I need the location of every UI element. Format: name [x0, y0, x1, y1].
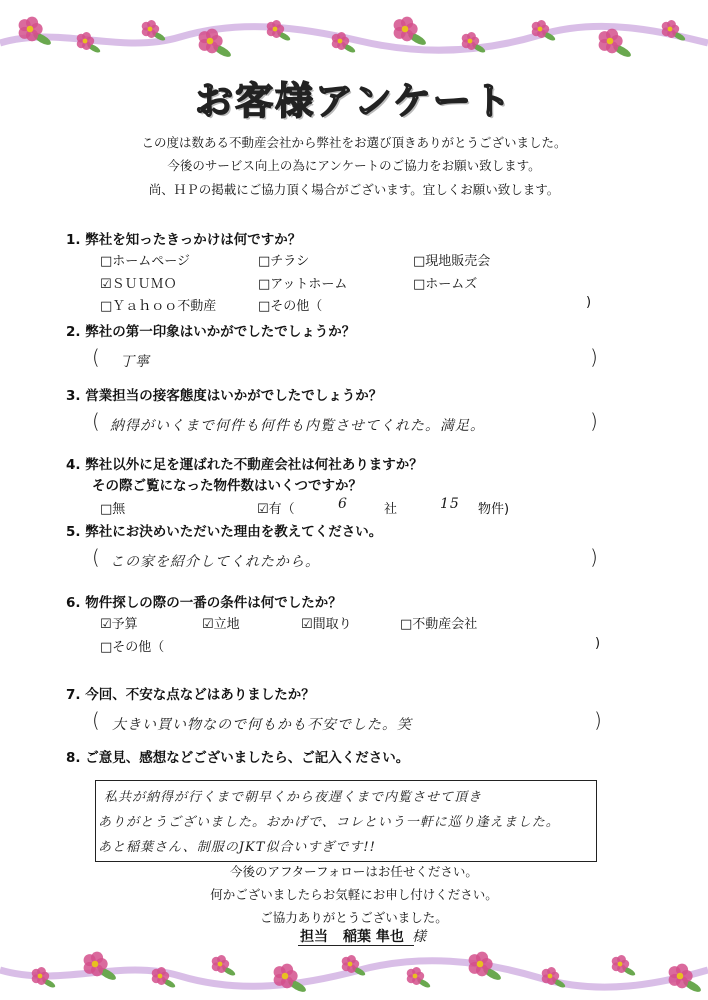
option-athome[interactable]: □アットホーム: [258, 277, 348, 292]
open-paren: (: [92, 345, 100, 369]
flower-icon: [612, 955, 637, 977]
option-chirashi[interactable]: □チラシ: [258, 254, 310, 269]
option-yahoo[interactable]: □Ｙａｈｏｏ不動産: [100, 299, 217, 314]
intro-line-3: 尚、ＨＰの掲載にご協力頂く場合がございます。宜しくお願い致します。: [148, 182, 560, 197]
question-8: 8. ご意見、感想などございましたら、ご記入ください。: [66, 750, 410, 766]
option-other[interactable]: □その他（: [100, 640, 165, 655]
answer-3[interactable]: 納得がいくまで何件も何件も内覧させてくれた。満足。: [110, 418, 485, 434]
flower-icon: [407, 967, 432, 989]
intro-line-2: 今後のサービス向上の為にアンケートのご協力をお願い致します。: [167, 158, 541, 173]
comment-line-3: あと稲葉さん、制服のJKT似合いすぎです!!: [98, 840, 376, 855]
flower-icon: [84, 952, 118, 983]
staff-name: 稲葉 隼也: [343, 929, 404, 945]
open-paren: (: [92, 409, 100, 433]
flower-icon: [394, 17, 428, 48]
close-paren: ): [595, 636, 601, 651]
comment-line-1: 私共が納得が行くまで朝早くから夜遅くまで内覧させて頂き: [104, 790, 483, 805]
properties-unit: 物件): [478, 502, 510, 517]
companies-count[interactable]: 6: [338, 496, 348, 512]
option-suumo[interactable]: ☑ＳＵＵＭＯ: [100, 277, 177, 292]
question-2: 2. 弊社の第一印象はいかがでしたでしょうか？: [66, 324, 356, 340]
flower-icon: [662, 20, 687, 42]
answer-7[interactable]: 大きい買い物なので何もかも不安でした。笑: [112, 717, 412, 733]
option-genchi[interactable]: □現地販売会: [413, 254, 491, 269]
question-1: 1. 弊社を知ったきっかけは何ですか？: [66, 232, 302, 248]
page-title: お客様アンケート: [195, 79, 513, 123]
staff-label: 担当: [300, 929, 328, 945]
flower-icon: [599, 29, 633, 60]
flower-icon: [199, 29, 233, 60]
closing-line-3: ご協力ありがとうございました。: [260, 910, 448, 925]
properties-count[interactable]: 15: [440, 496, 460, 512]
bottom-flower-border: [0, 940, 708, 1000]
question-4: 4. 弊社以外に足を運ばれた不動産会社は何社ありますか？: [66, 457, 423, 473]
companies-unit: 社: [384, 502, 398, 517]
flower-icon: [332, 32, 357, 54]
flower-icon: [212, 955, 237, 977]
question-5: 5. 弊社にお決めいただいた理由を教えてください。: [66, 524, 383, 540]
answer-2[interactable]: 丁寧: [120, 354, 150, 370]
question-6: 6. 物件探しの際の一番の条件は何でしたか？: [66, 595, 342, 611]
closing-line-1: 今後のアフターフォローはお任せください。: [230, 864, 478, 879]
option-layout[interactable]: ☑間取り: [301, 617, 352, 632]
flower-icon: [19, 17, 53, 48]
top-flower-border: [0, 5, 708, 65]
option-other[interactable]: □その他（: [258, 299, 323, 314]
intro-line-1: この度は数ある不動産会社から弊社をお選び頂きありがとうございました。: [141, 135, 567, 150]
answer-5[interactable]: この家を紹介してくれたから。: [110, 554, 320, 570]
close-paren: ): [586, 295, 592, 310]
option-yes[interactable]: ☑有（: [257, 502, 295, 517]
option-homes[interactable]: □ホームズ: [413, 277, 478, 292]
question-7: 7. 今回、不安な点などはありましたか？: [66, 687, 315, 703]
flower-icon: [542, 967, 567, 989]
option-company[interactable]: □不動産会社: [400, 617, 478, 632]
question-3: 3. 営業担当の接客態度はいかがでしたでしょうか？: [66, 388, 383, 404]
open-paren: (: [92, 708, 100, 732]
comment-line-2: ありがとうございました。おかげで、コレという一軒に巡り逢えました。: [98, 815, 560, 830]
staff-honorific: 様: [412, 929, 427, 945]
close-paren: ): [590, 345, 598, 369]
option-location[interactable]: ☑立地: [202, 617, 240, 632]
close-paren: ): [594, 708, 602, 732]
open-paren: (: [92, 545, 100, 569]
option-homepage[interactable]: □ホームページ: [100, 254, 191, 269]
flower-icon: [669, 964, 703, 995]
flower-icon: [152, 967, 177, 989]
close-paren: ): [590, 545, 598, 569]
close-paren: ): [590, 409, 598, 433]
option-none[interactable]: □無: [100, 502, 126, 517]
option-budget[interactable]: ☑予算: [100, 617, 138, 632]
closing-line-2: 何かございましたらお気軽にお申し付けください。: [210, 887, 498, 902]
question-4-sub: その際ご覧になった物件数はいくつですか？: [92, 478, 362, 494]
